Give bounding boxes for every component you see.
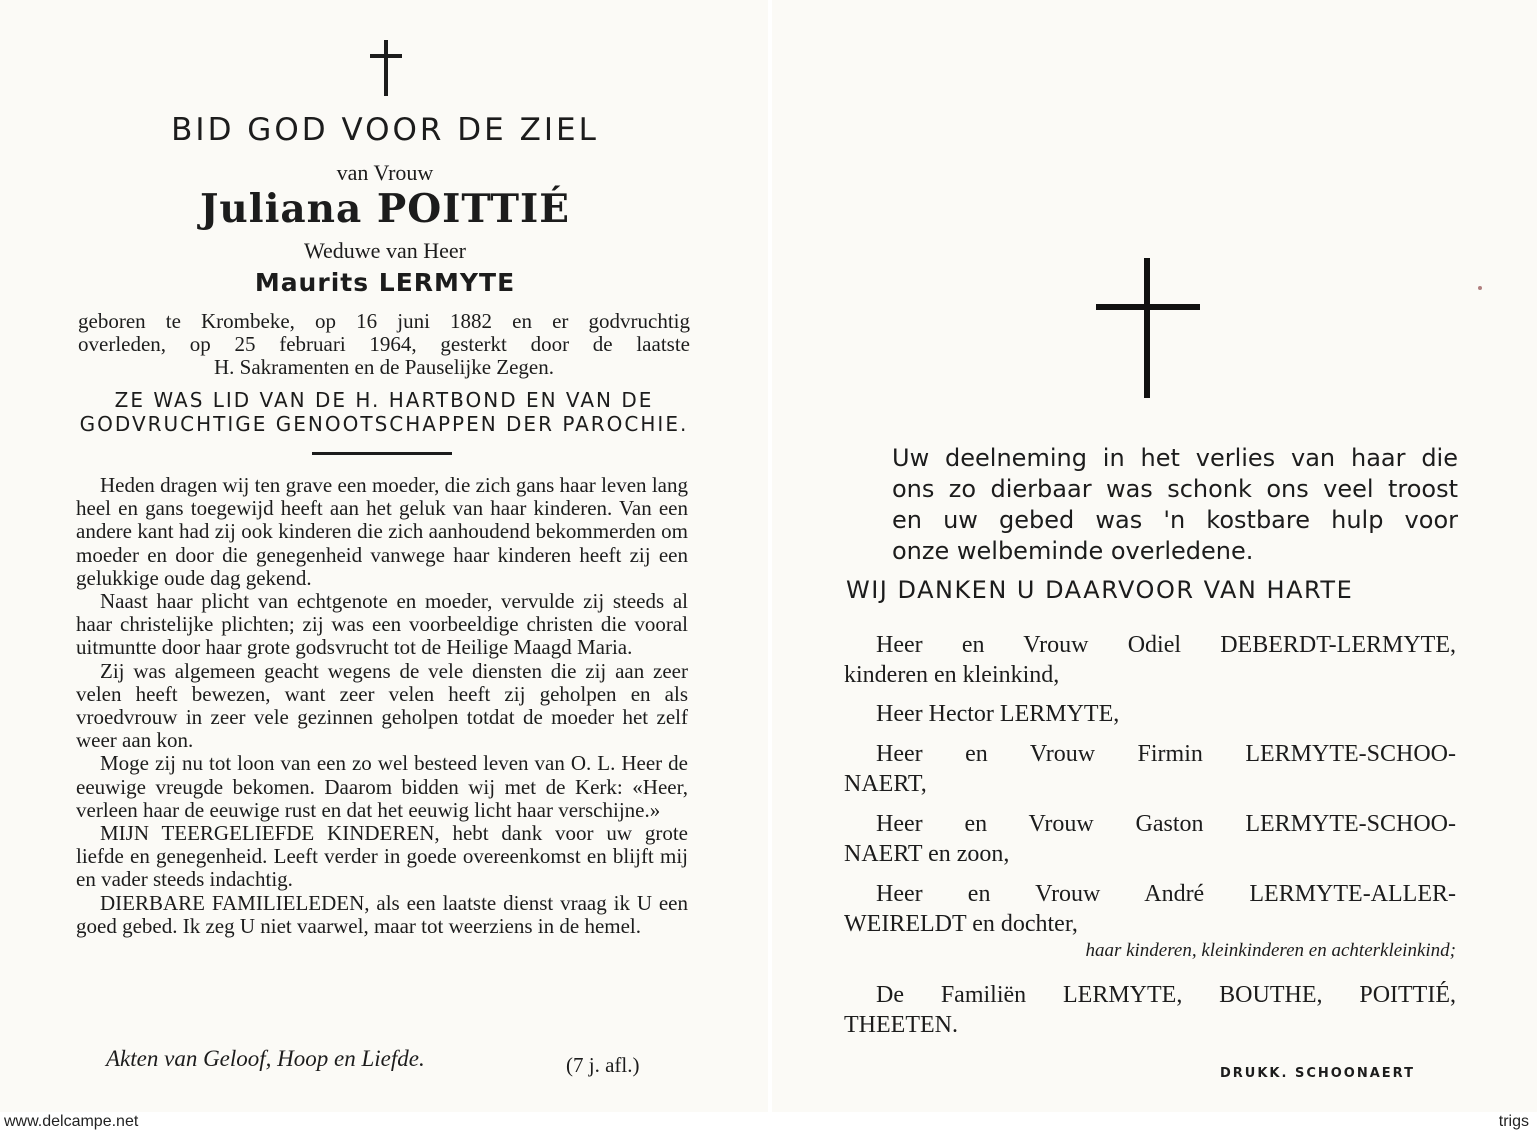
birth-line: geboren te Krombeke, op 16 juni 1882 en er godvruchtig	[78, 309, 690, 333]
husband-name: Maurits LERMYTE	[254, 268, 516, 297]
family-entry	[844, 980, 1456, 1040]
birth-line: overleden, op 25 februari 1964, gesterkt door de laatste	[78, 332, 690, 356]
eulogy-text	[76, 474, 688, 938]
family-line: WEIRELDT en dochter,	[844, 911, 1078, 937]
family-line: Heer Hector LERMYTE,	[876, 701, 1120, 727]
left-card-panel	[0, 0, 768, 1112]
family-line: Heer en Vrouw Odiel DEBERDT-LERMYTE,	[876, 632, 1456, 658]
family-line: Heer en Vrouw André LERMYTE-ALLER-	[876, 881, 1456, 907]
birth-death-text	[78, 310, 690, 356]
family-entry	[844, 699, 1456, 729]
thanks-line: en uw gebed was 'n kostbare hulp voor	[892, 506, 1458, 534]
family-line: Heer en Vrouw Gaston LERMYTE-SCHOO-	[876, 811, 1456, 837]
eulogy-paragraph: Moge zij nu tot loon van een zo wel besteed leven van O. L. Heer de eeuwige vreugde bekomen. Daarom bidden wij met de Kerk: «Heer, verleen haar de eeuwige rust en dat het eeuwig licht haar verschijne.»	[76, 751, 688, 822]
family-entry	[844, 879, 1456, 939]
seller-watermark: trigs	[1498, 1113, 1529, 1130]
sacraments-line: H. Sakramenten en de Pauselijke Zegen.	[214, 355, 554, 379]
eulogy-paragraph: MIJN TEERGELIEFDE KINDEREN, hebt dank voor uw grote liefde en genegenheid. Leeft verder in goede overeenkomst en blijft mij en vader steeds indachtig.	[76, 821, 688, 892]
right-card-panel	[772, 0, 1537, 1112]
thanks-line: Uw deelneming in het verlies van haar die	[892, 444, 1458, 472]
indulgence-note: (7 j. afl.)	[566, 1053, 640, 1077]
eulogy-paragraph: Zij was algemeen geacht wegens de vele diensten die zij aan zeer velen heeft bewezen, want zeer velen heeft zij geholpen en als vroedvrouw in zeer vele gezinnen geholpen totdat de moeder het zelf weer aan kon.	[76, 658, 688, 753]
thank-you-heading: WIJ DANKEN U DAARVOOR VAN HARTE	[846, 576, 1354, 604]
eulogy-paragraph: Naast haar plicht van echtgenote en moeder, vervulde zij steeds al haar christelijke plichten; zij was een voorbeeldige christen die vooral uitmuntte door haar grote godsvrucht tot de Heilige Maagd Maria.	[76, 589, 688, 660]
family-entry	[844, 630, 1456, 690]
family-line: NAERT,	[844, 771, 927, 797]
widow-label: Weduwe van Heer	[304, 238, 466, 263]
cross-icon	[370, 40, 402, 96]
family-entry	[844, 809, 1456, 869]
thanks-line: onze welbeminde overledene.	[892, 537, 1254, 565]
family-line: NAERT en zoon,	[844, 841, 1010, 867]
eulogy-paragraph: Heden dragen wij ten grave een moeder, die zich gans haar leven lang heel en gans toegewijd heeft aan het geluk van haar kinderen. Van een andere kant had zij ook kinderen die zich aanhoudend bekommerden om moeder en door die genegenheid vanwege haar kinderen heeft zij een gelukkige oude dag gekend.	[76, 473, 688, 590]
large-cross-icon	[1096, 258, 1200, 398]
site-watermark: www.delcampe.net	[4, 1113, 139, 1130]
thanks-text	[892, 443, 1458, 567]
paper-speck	[1478, 286, 1482, 290]
family-line: Heer en Vrouw Firmin LERMYTE-SCHOO-	[876, 741, 1456, 767]
prayer-heading: BID GOD VOOR DE ZIEL	[171, 112, 599, 148]
deceased-name: Juliana POITTIÉ	[199, 186, 571, 232]
family-entry	[844, 739, 1456, 799]
footer-bar	[0, 1112, 1537, 1131]
descendants-note: haar kinderen, kleinkinderen en achterkleinkind;	[1085, 940, 1456, 961]
divider	[312, 452, 452, 455]
printer-credit: DRUKK. SCHOONAERT	[1220, 1066, 1415, 1081]
family-line: kinderen en kleinkind,	[844, 662, 1060, 688]
membership-text: ZE WAS LID VAN DE H. HARTBOND EN VAN DE GODVRUCHTIGE GENOOTSCHAPPEN DER PAROCHIE.	[79, 388, 689, 436]
thanks-line: ons zo dierbaar was schonk ons veel troost	[892, 475, 1458, 503]
acts-of-faith-line: Akten van Geloof, Hoop en Liefde.	[106, 1046, 425, 1071]
family-line: THEETEN.	[844, 1012, 958, 1038]
family-line: De Familiën LERMYTE, BOUTHE, POITTIÉ,	[876, 982, 1456, 1008]
eulogy-paragraph: DIERBARE FAMILIELEDEN, als een laatste dienst vraag ik U een goed gebed. Ik zeg U niet vaarwel, maar tot weerziens in de hemel.	[76, 890, 688, 938]
van-vrouw-label: van Vrouw	[336, 160, 434, 185]
